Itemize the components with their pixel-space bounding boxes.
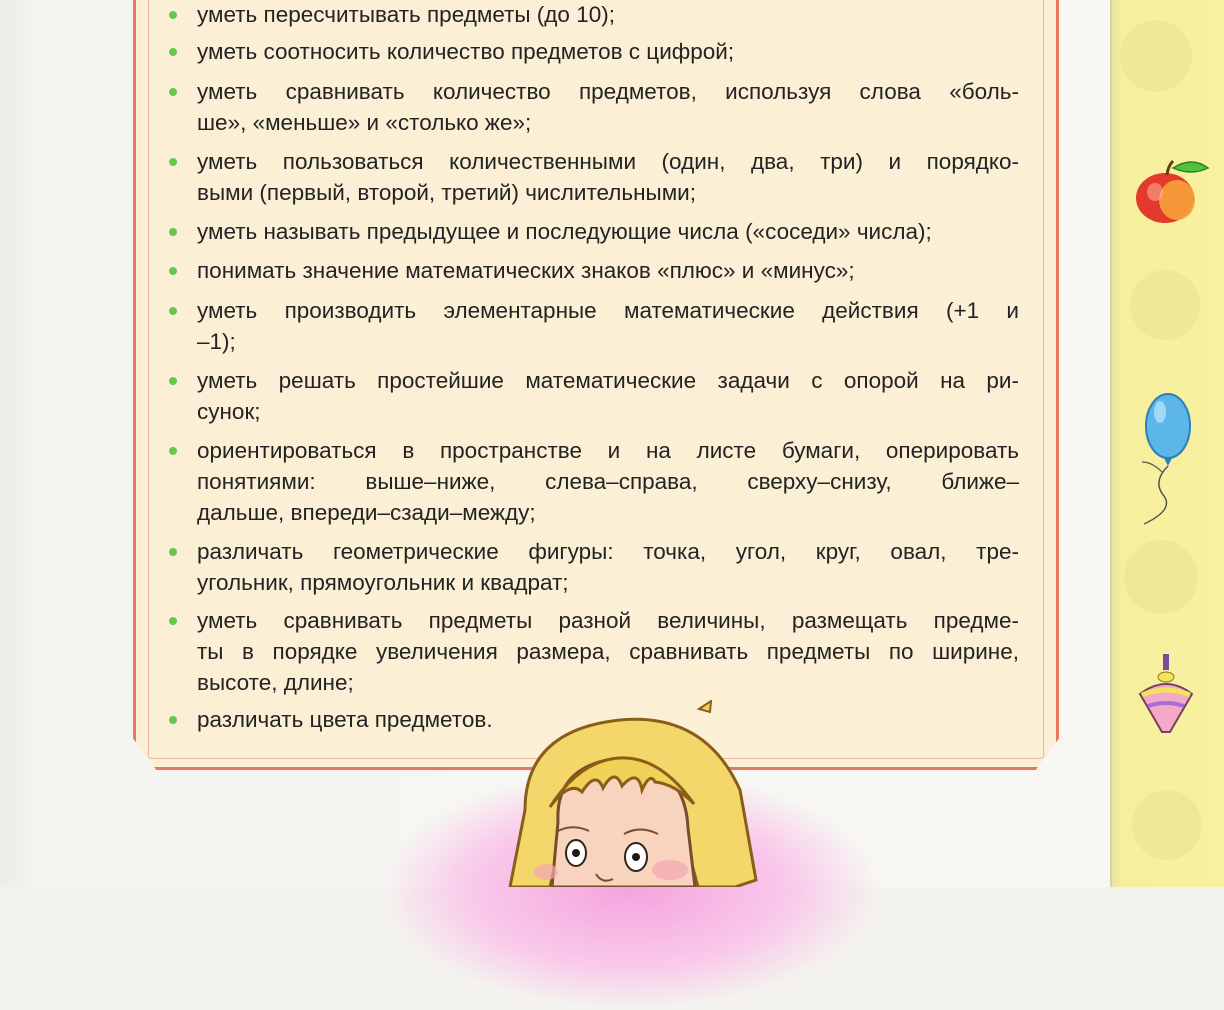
side-decor-circle bbox=[1132, 790, 1202, 860]
list-item-text: уметь соотносить количество предметов с цифрой; bbox=[197, 39, 735, 64]
girl-illustration bbox=[470, 700, 790, 887]
bullet-icon bbox=[169, 158, 177, 166]
list-item-text: уметь пересчитывать предметы (до 10); bbox=[197, 2, 615, 27]
list-item-text: угольник, прямоугольник и квадрат; bbox=[197, 570, 569, 595]
bullet-icon bbox=[169, 617, 177, 625]
list-item-text: выми (первый, второй, третий) числительными; bbox=[197, 180, 696, 205]
bullet-icon bbox=[169, 48, 177, 56]
apple-icon bbox=[1124, 156, 1216, 228]
list-item-text: понимать значение математических знаков «плюс» и «минус»; bbox=[197, 258, 855, 283]
list-item-text: понятиями: выше–ниже, слева–справа, сверху–снизу, ближе– bbox=[197, 469, 1019, 494]
list-item-text: уметь пользоваться количественными (один, два, три) и порядко- bbox=[197, 149, 1019, 174]
list-item-text: различать цвета предметов. bbox=[197, 707, 493, 732]
list-item-text: уметь решать простейшие математические задачи с опорой на ри- bbox=[197, 368, 1019, 393]
list-item-text: уметь называть предыдущее и последующие числа («соседи» числа); bbox=[197, 219, 932, 244]
bullet-icon bbox=[169, 88, 177, 96]
side-decor-circle bbox=[1124, 540, 1198, 614]
bullet-icon bbox=[169, 548, 177, 556]
list-item-text: ше», «меньше» и «столько же»; bbox=[197, 110, 532, 135]
bullet-icon bbox=[169, 267, 177, 275]
balloon-icon bbox=[1134, 386, 1196, 528]
decorative-side-band bbox=[1110, 0, 1224, 887]
spinning-top-icon bbox=[1136, 652, 1198, 738]
list-item-text: уметь сравнивать предметы разной величины, размещать предме- bbox=[197, 608, 1019, 633]
bullet-icon bbox=[169, 11, 177, 19]
list-item-text: ты в порядке увеличения размера, сравнивать предметы по ширине, bbox=[197, 639, 1019, 664]
bullet-icon bbox=[169, 716, 177, 724]
bullet-icon bbox=[169, 377, 177, 385]
list-item-text: уметь производить элементарные математические действия (+1 и bbox=[197, 298, 1019, 323]
bullet-icon bbox=[169, 447, 177, 455]
side-decor-circle bbox=[1120, 20, 1192, 92]
bullet-icon bbox=[169, 307, 177, 315]
bullet-icon bbox=[169, 228, 177, 236]
side-decor-circle bbox=[1130, 270, 1200, 340]
list-item-text: ориентироваться в пространстве и на листе бумаги, оперировать bbox=[197, 438, 1019, 463]
list-item-text: –1); bbox=[197, 329, 236, 354]
list-item-text: различать геометрические фигуры: точка, угол, круг, овал, тре- bbox=[197, 539, 1019, 564]
list-item-text: высоте, длине; bbox=[197, 670, 354, 695]
list-item-text: уметь сравнивать количество предметов, используя слова «боль- bbox=[197, 79, 1019, 104]
list-item-text: дальше, впереди–сзади–между; bbox=[197, 500, 536, 525]
list-item-text: сунок; bbox=[197, 399, 261, 424]
